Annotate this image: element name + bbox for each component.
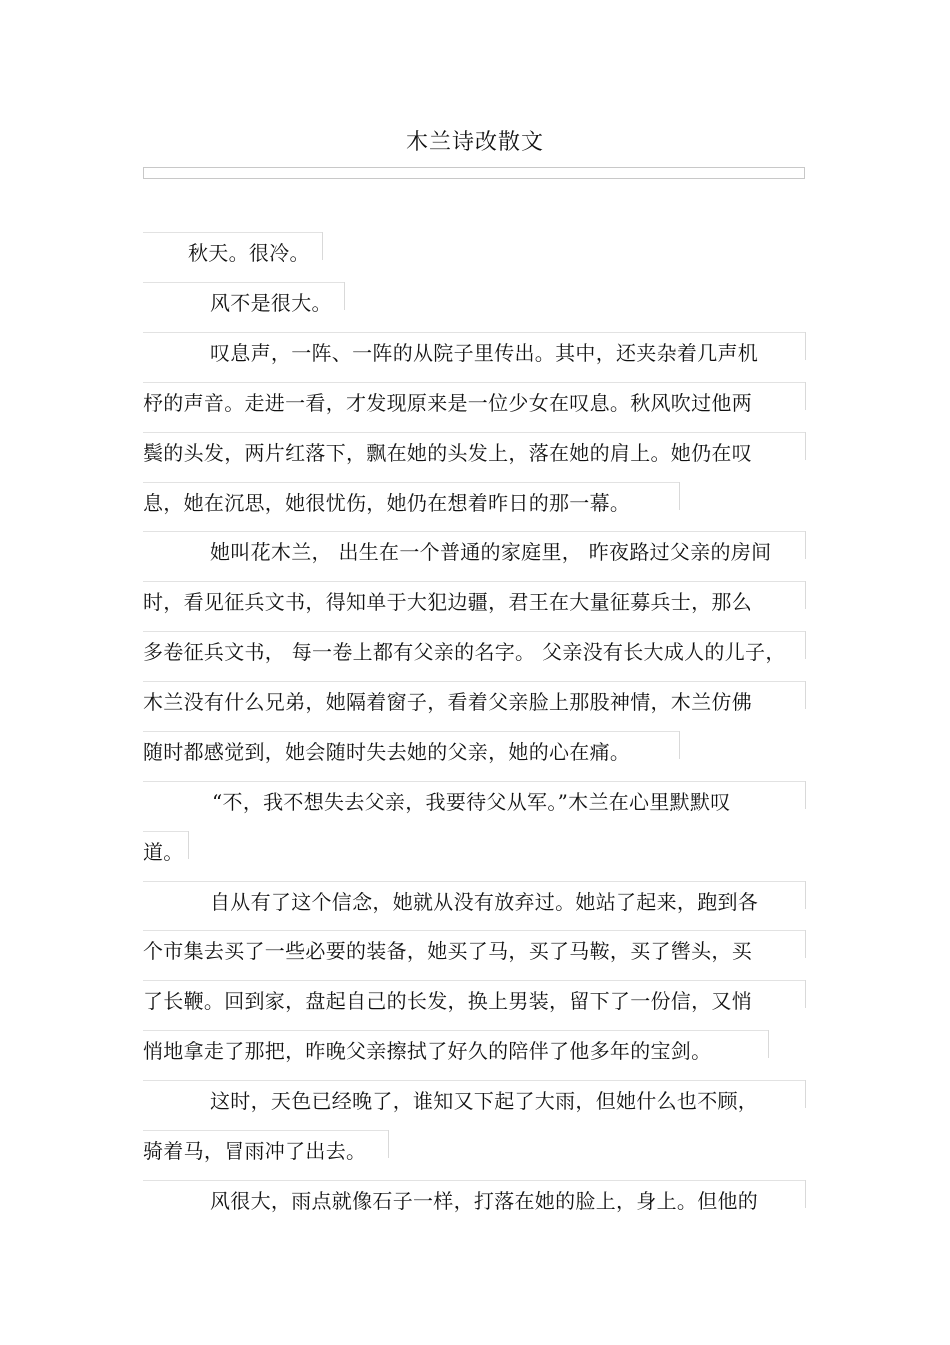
line-rule-right (344, 282, 345, 310)
line-rule-right (805, 332, 806, 360)
line-rule-right (188, 831, 189, 859)
body-text-line: 个市集去买了一些必要的装备，她买了马，买了马鞍，买了辔头，买 (143, 939, 752, 963)
body-text-line: 道。 (143, 840, 184, 864)
body-text-line: 叹息声，一阵、一阵的从院子里传出。其中，还夹杂着几声机 (210, 341, 759, 365)
body-text-line: 秋天。很冷。 (188, 241, 310, 265)
body-text-line: 悄地拿走了那把，昨晚父亲擦拭了好久的陪伴了他多年的宝剑。 (143, 1039, 712, 1063)
body-text-line: 这时，天色已经晚了，谁知又下起了大雨，但她什么也不顾， (210, 1089, 759, 1113)
line-rule-right (805, 881, 806, 909)
body-text-line: 骑着马，冒雨冲了出去。 (143, 1139, 367, 1163)
body-text-line: 息，她在沉思，她很忧伤，她仍在想着昨日的那一幕。 (143, 491, 631, 515)
body-text-line: 风很大，雨点就像石子一样，打落在她的脸上，身上。但他的 (210, 1189, 759, 1213)
line-rule-right (322, 232, 323, 260)
body-text-line: 随时都感觉到，她会随时失去她的父亲，她的心在痛。 (143, 740, 631, 764)
line-rule-right (805, 980, 806, 1008)
line-rule-right (805, 781, 806, 809)
document-title: 木兰诗改散文 (405, 130, 544, 155)
line-rule-right (679, 482, 680, 510)
body-text-line: 她叫花木兰， 出生在一个普通的家庭里， 昨夜路过父亲的房间 (210, 540, 772, 564)
body-text-line: 鬓的头发，两片红落下，飘在她的头发上，落在她的肩上。她仍在叹 (143, 441, 752, 465)
line-rule-right (805, 432, 806, 460)
body-text-line: 时，看见征兵文书，得知单于大犯边疆，君王在大量征募兵士，那么 (143, 590, 752, 614)
line-rule-right (679, 731, 680, 759)
line-rule-right (805, 531, 806, 559)
line-rule-right (805, 681, 806, 709)
title-divider (143, 167, 805, 179)
line-rule-right (768, 1030, 769, 1058)
body-text-line: 多卷征兵文书， 每一卷上都有父亲的名字。 父亲没有长大成人的儿子， (143, 640, 786, 664)
body-text-line: 了长鞭。回到家，盘起自己的长发，换上男装，留下了一份信，又悄 (143, 989, 752, 1013)
body-text-line: 木兰没有什么兄弟，她隔着窗子，看着父亲脸上那股神情，木兰仿佛 (143, 690, 752, 714)
body-text-line: 杼的声音。走进一看，才发现原来是一位少女在叹息。秋风吹过他两 (143, 391, 752, 415)
body-text-line: 风不是很大。 (210, 291, 332, 315)
line-rule-right (805, 1180, 806, 1208)
line-rule-right (805, 1080, 806, 1108)
line-rule-right (388, 1130, 389, 1158)
line-rule-right (805, 382, 806, 410)
body-text-line: “不，我不想失去父亲，我要待父从军。”木兰在心里默默叹 (212, 790, 731, 814)
line-rule-right (805, 930, 806, 958)
body-text-line: 自从有了这个信念，她就从没有放弃过。她站了起来，跑到各 (210, 890, 759, 914)
line-rule-right (805, 631, 806, 659)
line-rule-right (805, 581, 806, 609)
